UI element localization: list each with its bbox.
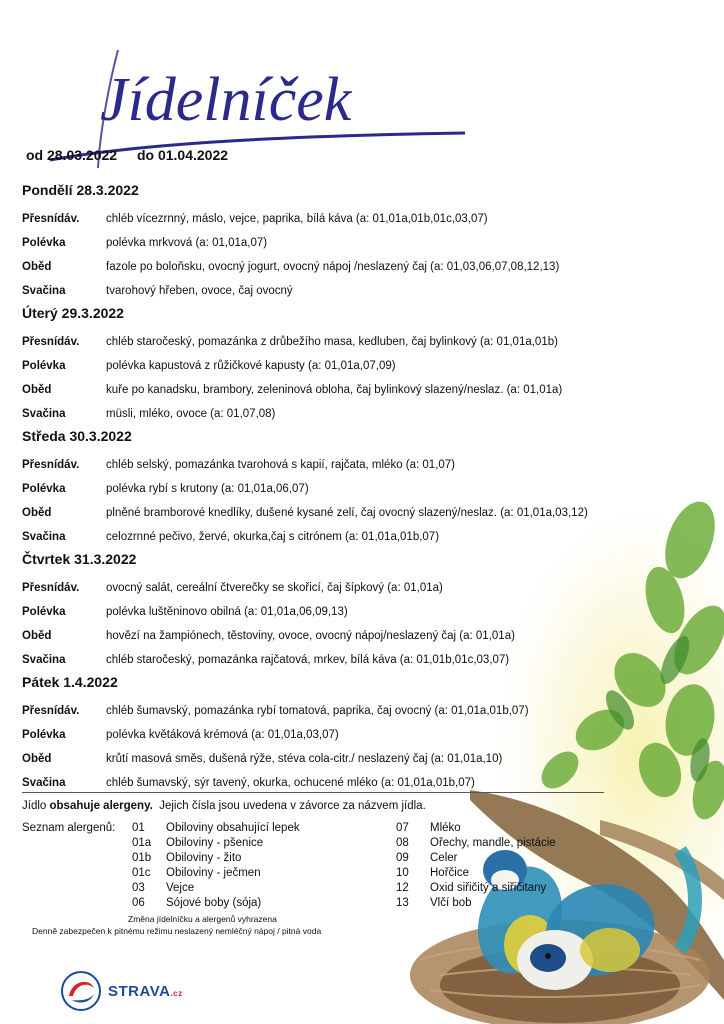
meal-text: chléb staročeský, pomazánka z drůbežího masa, kedluben, čaj bylinkový (a: 01,01a,01b) xyxy=(106,336,558,348)
strava-logo-text xyxy=(108,983,183,1000)
day-block xyxy=(22,428,662,549)
allergen-note-suffix: Jejich čísla jsou uvedena v závorce za názvem jídla. xyxy=(152,800,426,812)
meal-label: Přesnídáv. xyxy=(22,705,80,717)
meal-row xyxy=(22,279,662,303)
meal-text: celozrnné pečivo, žervé, okurka,čaj s citrónem (a: 01,01a,01b,07) xyxy=(106,531,440,543)
meal-row xyxy=(22,354,662,378)
meal-label: Svačina xyxy=(22,531,66,543)
meal-label: Přesnídáv. xyxy=(22,213,80,225)
meal-label: Přesnídáv. xyxy=(22,582,80,594)
meal-row xyxy=(22,255,662,279)
meal-row xyxy=(22,624,662,648)
allergen-code: 01c xyxy=(132,867,151,879)
allergen-name: Oxid siřičitý a siřičitany xyxy=(430,882,547,894)
meal-label: Polévka xyxy=(22,237,66,249)
meal-label: Svačina xyxy=(22,654,66,666)
allergen-note xyxy=(22,800,426,812)
allergen-name: Obiloviny - pšenice xyxy=(166,837,264,849)
meal-label: Přesnídáv. xyxy=(22,459,80,471)
meal-text: kuře po kanadsku, brambory, zeleninová obloha, čaj bylinkový slazený/neslaz. (a: 01,01a) xyxy=(106,384,563,396)
meal-text: fazole po boloňsku, ovocný jogurt, ovocný nápoj /neslazený čaj (a: 01,03,06,07,08,12,13) xyxy=(106,261,560,273)
meal-text: polévka květáková krémová (a: 01,01a,03,07) xyxy=(106,729,339,741)
meal-text: chléb selský, pomazánka tvarohová s kapií, rajčata, mléko (a: 01,07) xyxy=(106,459,456,471)
allergen-note-bold: obsahuje alergeny. xyxy=(49,800,153,812)
meal-label: Oběd xyxy=(22,630,52,642)
meal-row xyxy=(22,453,662,477)
allergen-item xyxy=(396,852,556,867)
divider xyxy=(22,792,604,793)
footnote-change: Změna jídelníčku a alergenů vyhrazena xyxy=(128,914,277,924)
allergen-code: 08 xyxy=(396,837,409,849)
allergen-item xyxy=(396,822,556,837)
meal-row xyxy=(22,231,662,255)
meal-text: hovězí na žampiónech, těstoviny, ovoce, ovocný nápoj/neslazený čaj (a: 01,01a) xyxy=(106,630,515,642)
meal-text: plněné bramborové knedlíky, dušené kysané zelí, čaj ovocný slazený/neslaz. (a: 01,01a,03,12) xyxy=(106,507,588,519)
meal-row xyxy=(22,207,662,231)
allergen-name: Celer xyxy=(430,852,458,864)
day-title: Čtvrtek 31.3.2022 xyxy=(22,551,137,567)
page-title: Jídelníček xyxy=(100,66,352,134)
allergen-name: Vejce xyxy=(166,882,195,894)
meal-label: Polévka xyxy=(22,360,66,372)
allergen-code: 01a xyxy=(132,837,152,849)
meal-text: polévka kapustová z růžičkové kapusty (a: 01,01a,07,09) xyxy=(106,360,396,372)
day-title: Středa 30.3.2022 xyxy=(22,428,132,444)
meal-text: müsli, mléko, ovoce (a: 01,07,08) xyxy=(106,408,276,420)
meal-text: tvarohový hřeben, ovoce, čaj ovocný xyxy=(106,285,293,297)
date-range xyxy=(26,147,244,163)
date-to: do 01.04.2022 xyxy=(136,147,229,163)
allergen-list-title: Seznam alergenů: xyxy=(22,822,116,834)
day-block xyxy=(22,182,662,303)
meal-row xyxy=(22,576,662,600)
meal-row xyxy=(22,330,662,354)
day-block xyxy=(22,551,662,672)
meal-label: Polévka xyxy=(22,483,66,495)
allergen-code: 06 xyxy=(132,897,145,909)
allergen-item xyxy=(132,867,300,882)
meal-label: Svačina xyxy=(22,408,66,420)
allergen-code: 13 xyxy=(396,897,409,909)
day-title: Pondělí 28.3.2022 xyxy=(22,182,139,198)
allergen-name: Vlčí bob xyxy=(430,897,472,909)
allergen-item xyxy=(396,882,556,897)
meal-text: krůtí masová směs, dušená rýže, stéva cola-citr./ neslazený čaj (a: 01,01a,10) xyxy=(106,753,503,765)
logo-suffix: .cz xyxy=(170,988,183,998)
allergen-item xyxy=(132,882,300,897)
date-from: od 28.03.2022 xyxy=(26,147,118,163)
logo-name: STRAVA xyxy=(108,982,171,1000)
meal-row xyxy=(22,477,662,501)
meal-row xyxy=(22,648,662,672)
allergen-column xyxy=(396,822,556,912)
allergen-note-prefix: Jídlo xyxy=(22,800,50,812)
meal-label: Oběd xyxy=(22,507,52,519)
day-title: Úterý 29.3.2022 xyxy=(22,305,124,321)
allergen-item xyxy=(132,852,300,867)
allergen-item xyxy=(396,837,556,852)
meal-label: Oběd xyxy=(22,261,52,273)
strava-logo[interactable] xyxy=(60,970,183,1012)
allergen-name: Mléko xyxy=(430,822,461,834)
meal-row xyxy=(22,600,662,624)
meal-row xyxy=(22,747,662,771)
allergen-name: Obiloviny - ječmen xyxy=(166,867,261,879)
allergen-code: 01b xyxy=(132,852,152,864)
meal-label: Oběd xyxy=(22,753,52,765)
meal-row xyxy=(22,699,662,723)
allergen-code: 03 xyxy=(132,882,145,894)
meal-label: Přesnídáv. xyxy=(22,336,80,348)
day-title: Pátek 1.4.2022 xyxy=(22,674,118,690)
meal-row xyxy=(22,525,662,549)
allergen-item xyxy=(132,822,300,837)
allergen-name: Hořčice xyxy=(430,867,469,879)
meal-row xyxy=(22,501,662,525)
meal-row xyxy=(22,723,662,747)
allergen-name: Ořechy, mandle, pistácie xyxy=(430,837,556,849)
strava-logo-icon xyxy=(60,970,102,1012)
meal-text: chléb vícezrnný, máslo, vejce, paprika, bílá káva (a: 01,01a,01b,01c,03,07) xyxy=(106,213,488,225)
footnote-drinks: Denně zabezpečen k pitnému režimu neslazený nemléčný nápoj / pitná voda xyxy=(32,926,322,936)
allergen-code: 12 xyxy=(396,882,409,894)
allergen-code: 07 xyxy=(396,822,409,834)
allergen-item xyxy=(132,897,300,912)
allergen-column xyxy=(132,822,300,912)
allergen-code: 10 xyxy=(396,867,409,879)
allergen-code: 09 xyxy=(396,852,409,864)
day-block xyxy=(22,305,662,426)
allergen-item xyxy=(396,897,556,912)
meal-text: polévka luštěninovo obilná (a: 01,01a,06,09,13) xyxy=(106,606,348,618)
allergen-code: 01 xyxy=(132,822,145,834)
meal-row xyxy=(22,402,662,426)
meal-text: chléb šumavský, pomazánka rybí tomatová, paprika, čaj ovocný (a: 01,01a,01b,07) xyxy=(106,705,529,717)
allergen-name: Obiloviny - žito xyxy=(166,852,242,864)
meal-row xyxy=(22,378,662,402)
allergen-name: Sójové boby (sója) xyxy=(166,897,262,909)
meal-text: polévka rybí s krutony (a: 01,01a,06,07) xyxy=(106,483,309,495)
allergen-item xyxy=(396,867,556,882)
meal-text: ovocný salát, cereální čtverečky se skořicí, čaj šípkový (a: 01,01a) xyxy=(106,582,443,594)
allergen-name: Obiloviny obsahující lepek xyxy=(166,822,300,834)
allergen-item xyxy=(132,837,300,852)
day-block xyxy=(22,674,662,795)
meal-text: chléb staročeský, pomazánka rajčatová, mrkev, bílá káva (a: 01,01b,01c,03,07) xyxy=(106,654,510,666)
meal-label: Svačina xyxy=(22,777,66,789)
meal-label: Oběd xyxy=(22,384,52,396)
meal-label: Svačina xyxy=(22,285,66,297)
meal-text: polévka mrkvová (a: 01,01a,07) xyxy=(106,237,268,249)
meal-text: chléb šumavský, sýr tavený, okurka, ochucené mléko (a: 01,01a,01b,07) xyxy=(106,777,475,789)
meal-label: Polévka xyxy=(22,606,66,618)
meal-label: Polévka xyxy=(22,729,66,741)
